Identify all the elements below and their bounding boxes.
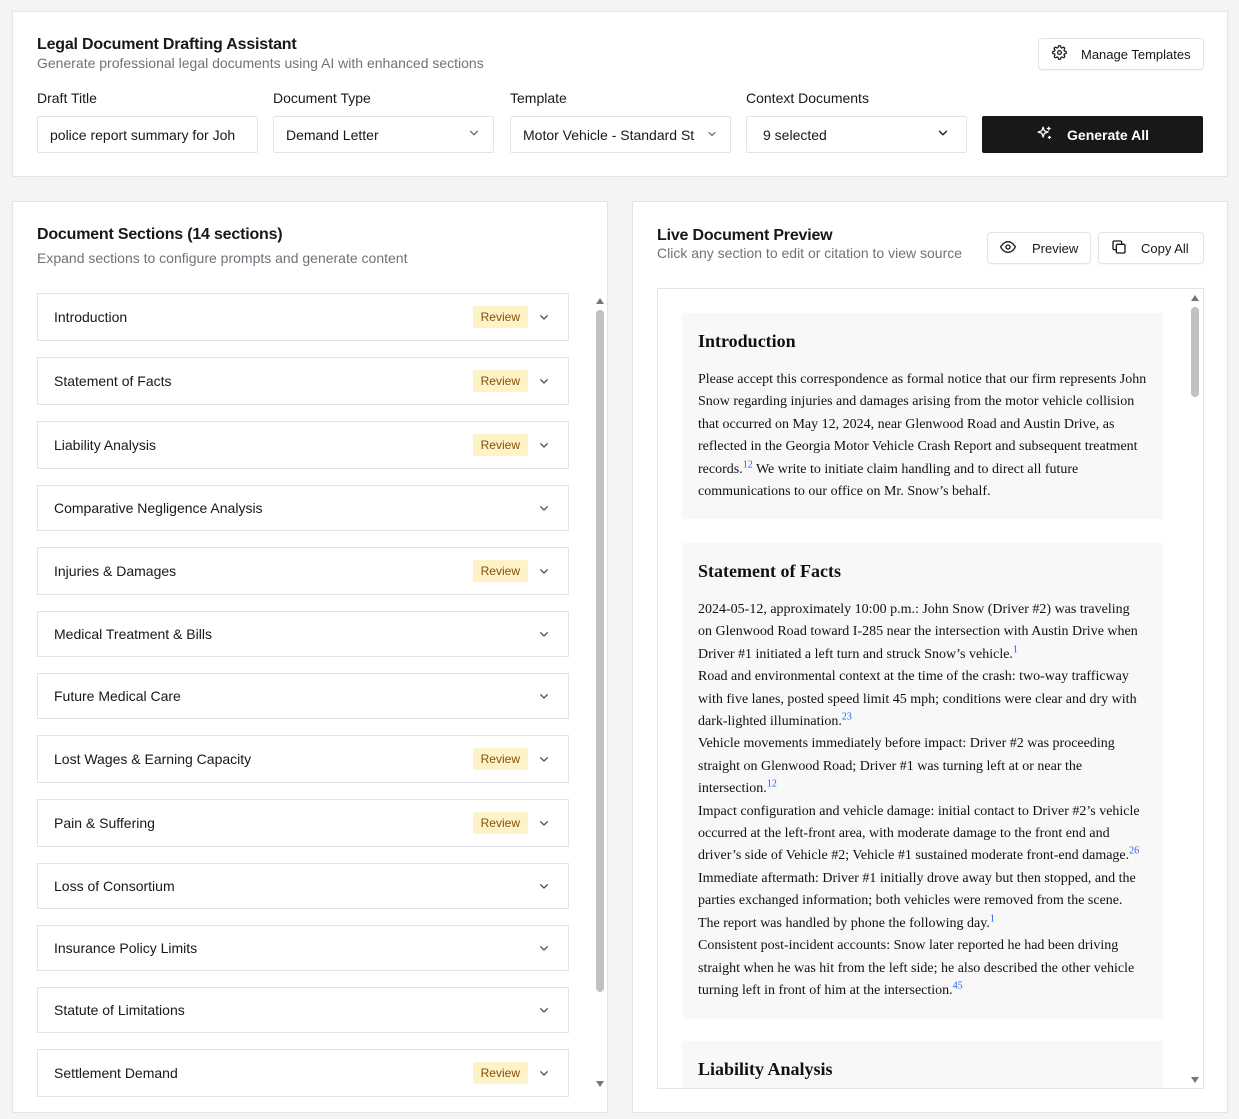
chevron-down-icon[interactable] [536, 1065, 552, 1081]
chevron-down-icon[interactable] [536, 437, 552, 453]
chevron-down-icon[interactable] [536, 500, 552, 516]
status-badge: Review [473, 812, 528, 834]
chevron-down-icon[interactable] [536, 815, 552, 831]
section-item[interactable] [37, 357, 569, 405]
section-label: Liability Analysis [54, 437, 156, 453]
section-label: Settlement Demand [54, 1065, 178, 1081]
section-label: Statute of Limitations [54, 1002, 185, 1018]
chevron-down-icon[interactable] [536, 1002, 552, 1018]
scroll-up-arrow-icon[interactable] [1190, 293, 1200, 303]
template-select[interactable] [510, 116, 731, 153]
document-paragraph [698, 801, 1147, 868]
template-value: Motor Vehicle - Standard St [523, 126, 695, 143]
document-type-select[interactable] [273, 116, 494, 153]
context-documents-label: Context Documents [746, 90, 869, 106]
status-badge: Review [473, 1062, 528, 1084]
section-item[interactable] [37, 547, 569, 595]
section-item[interactable] [37, 799, 569, 847]
eye-icon [1000, 239, 1016, 258]
context-documents-value: 9 selected [763, 126, 827, 143]
preview-label: Preview [1032, 240, 1079, 256]
citation-link[interactable]: 23 [841, 711, 852, 723]
section-item[interactable] [37, 485, 569, 531]
document-type-label: Document Type [273, 90, 371, 106]
draft-title-input[interactable] [38, 127, 257, 143]
scroll-down-arrow-icon[interactable] [595, 1079, 605, 1089]
scrollbar-thumb[interactable] [596, 310, 604, 992]
citation-link[interactable]: 12 [742, 458, 753, 470]
section-label: Injuries & Damages [54, 563, 177, 579]
template-label: Template [510, 90, 567, 106]
scroll-down-arrow-icon[interactable] [1190, 1075, 1200, 1085]
preview-panel [632, 201, 1228, 1113]
section-label: Introduction [54, 309, 128, 325]
paragraph-text: We write to initiate claim handling and to direct all future communications to our office on Mr. Snow’s behalf. [698, 461, 1079, 500]
paragraph-text: Vehicle movements immediately before impact: Driver #2 was proceeding straight on Glenwood Road; Driver #1 was turning left at or near the intersection. [698, 736, 1115, 797]
copy-all-label: Copy All [1141, 240, 1189, 256]
document-paragraph [698, 935, 1147, 1002]
chevron-down-icon[interactable] [536, 626, 552, 642]
status-badge: Review [473, 434, 528, 456]
section-label: Statement of Facts [54, 373, 172, 389]
chevron-down-icon[interactable] [536, 751, 552, 767]
citation-link[interactable]: 26 [1129, 845, 1140, 857]
document-paragraph [698, 599, 1147, 666]
draft-title-label: Draft Title [37, 90, 97, 106]
section-item[interactable] [37, 611, 569, 657]
sparkles-icon [1036, 125, 1053, 145]
section-item[interactable] [37, 987, 569, 1033]
document-paragraph [698, 868, 1147, 935]
section-label: Insurance Policy Limits [54, 940, 198, 956]
manage-templates-label: Manage Templates [1081, 46, 1191, 62]
section-label: Pain & Suffering [54, 815, 155, 831]
section-label: Future Medical Care [54, 688, 181, 704]
document-type-value: Demand Letter [286, 126, 379, 143]
section-item[interactable] [37, 925, 569, 971]
citation-link[interactable]: 45 [952, 980, 963, 992]
document-section[interactable] [682, 313, 1163, 519]
chevron-down-icon [930, 126, 950, 143]
copy-icon [1111, 239, 1127, 258]
chevron-down-icon[interactable] [536, 878, 552, 894]
status-badge: Review [473, 306, 528, 328]
section-label: Loss of Consortium [54, 878, 175, 894]
document-section-heading: Liability Analysis [698, 1059, 833, 1079]
app-subtitle: Generate professional legal documents using AI with enhanced sections [37, 55, 484, 71]
document-section-heading: Statement of Facts [698, 561, 841, 581]
paragraph-text: Immediate aftermath: Driver #1 initially drove away but then stopped, and the parties exchanged information; both vehicles were removed from the scene. The report was handled by phone the following day. [698, 870, 1136, 931]
preview-button[interactable] [987, 232, 1091, 264]
status-badge: Review [473, 560, 528, 582]
section-item[interactable] [37, 863, 569, 909]
section-item[interactable] [37, 1049, 569, 1097]
chevron-down-icon[interactable] [536, 309, 552, 325]
gear-icon [1052, 45, 1067, 63]
manage-templates-button[interactable] [1038, 38, 1204, 70]
chevron-down-icon[interactable] [536, 373, 552, 389]
status-badge: Review [473, 370, 528, 392]
citation-link[interactable]: 12 [766, 778, 777, 790]
sections-scrollbar[interactable] [595, 296, 605, 1089]
context-documents-select[interactable] [746, 116, 967, 153]
status-badge: Review [473, 748, 528, 770]
paragraph-text: 2024-05-12, approximately 10:00 p.m.: John Snow (Driver #2) was traveling on Glenwood Road toward I-285 near the intersection with Austin Drive when Driver #1 initiated a left turn and struck Snow’s vehicle. [698, 602, 1138, 662]
section-item[interactable] [37, 673, 569, 719]
paragraph-text: Consistent post-incident accounts: Snow later reported he had been driving straight when he was hit from the left side; he also described the other vehicle turning left in front of him at the intersection. [698, 938, 1135, 998]
section-item[interactable] [37, 421, 569, 469]
paragraph-text: Road and environmental context at the time of the crash: two-way trafficway with five lanes, posted speed limit 45 mph; conditions were clear and dry with dark-lighted illumination. [698, 669, 1137, 730]
section-label: Lost Wages & Earning Capacity [54, 751, 252, 767]
preview-title: Live Document Preview [657, 227, 833, 244]
document-section[interactable] [682, 1041, 1163, 1089]
generate-all-button[interactable] [982, 116, 1203, 153]
section-item[interactable] [37, 735, 569, 783]
draft-title-field[interactable] [37, 116, 258, 153]
document-section[interactable] [682, 543, 1163, 1019]
generate-all-label: Generate All [1067, 126, 1149, 143]
app-title: Legal Document Drafting Assistant [37, 36, 297, 53]
section-item[interactable] [37, 293, 569, 341]
sections-subtitle: Expand sections to configure prompts and generate content [37, 250, 408, 266]
document-paragraph [698, 666, 1147, 733]
header-card [12, 11, 1228, 177]
scrollbar-thumb[interactable] [1191, 307, 1199, 397]
chevron-down-icon[interactable] [536, 688, 552, 704]
document-section-heading: Introduction [698, 331, 796, 351]
chevron-down-icon [461, 126, 481, 143]
preview-subtitle: Click any section to edit or citation to view source [657, 245, 963, 261]
chevron-down-icon[interactable] [536, 940, 552, 956]
copy-all-button[interactable] [1098, 232, 1204, 264]
paragraph-text: Impact configuration and vehicle damage: initial contact to Driver #2’s vehicle occurred at the left-front area, with moderate damage to the front end and driver’s side of Vehicle #2; Vehicle #1 sustained moderate front-end damage. [698, 803, 1140, 864]
document-paragraph [698, 369, 1147, 503]
chevron-down-icon [700, 127, 718, 143]
preview-scrollbar[interactable] [1189, 291, 1201, 1088]
sections-title: Document Sections (14 sections) [37, 226, 283, 243]
citation-link[interactable]: 1 [1012, 644, 1018, 656]
paragraph-text: Please accept this correspondence as formal notice that our firm represents John Snow regarding injuries and damages arising from the motor vehicle collision that occurred on May 12, 2024, near Glenwood Road and Austin Drive, as reflected in the Georgia Motor Vehicle Crash Report and subsequent treatment records. [698, 372, 1147, 477]
sections-panel [12, 201, 608, 1113]
section-label: Comparative Negligence Analysis [54, 500, 263, 516]
chevron-down-icon[interactable] [536, 563, 552, 579]
section-label: Medical Treatment & Bills [54, 626, 212, 642]
document-preview-pane[interactable] [657, 288, 1204, 1089]
scroll-up-arrow-icon[interactable] [595, 296, 605, 306]
document-paragraph [698, 733, 1147, 800]
citation-link[interactable]: 1 [989, 913, 995, 925]
